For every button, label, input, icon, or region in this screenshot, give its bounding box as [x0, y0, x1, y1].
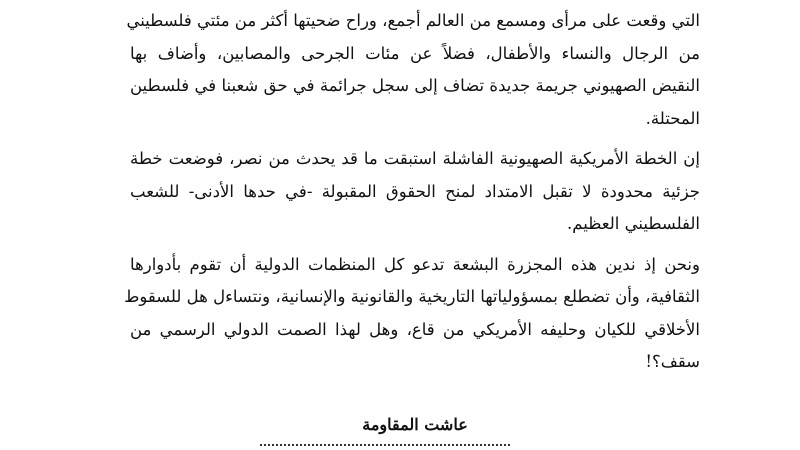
text-line: جزئية محدودة لا تقبل الامتداد لمنح الحقوق المقبولة -في حدها الأدنى- للشعب [130, 181, 700, 201]
text-line: من الرجال والنساء والأطفال، فضلاً عن مئات الجرحى والمصابين، وأضاف بها [130, 43, 700, 63]
paragraph-2 [130, 143, 700, 241]
text-line: التي وقعت على مرأى ومسمع من العالم أجمع، وراح ضحيتها أكثر من مئتي فلسطيني [126, 11, 700, 30]
text-line: الثقافية، وأن تضطلع بمسؤولياتها التاريخية والقانونية والإنسانية، ونتساءل هل للسقوط [124, 287, 700, 306]
paragraph-gap [130, 241, 700, 249]
cropped-text-line [260, 444, 510, 450]
paragraph-gap [130, 135, 700, 143]
text-line: الفلسطيني العظيم. [567, 214, 700, 233]
text-line: ونحن إذ ندين هذه المجزرة البشعة تدعو كل المنظمات الدولية أن تقوم بأدوارها [130, 254, 700, 274]
paragraph-3 [124, 249, 700, 379]
text-line: النقيض الصهيوني جريمة جديدة تضاف إلى سجل جرائمة في حق شعبنا في فلسطين [130, 76, 700, 95]
text-line: الأخلاقي للكيان وحليفه الأمريكي من قاع، وهل لهذا الصمت الدولي الرسمي من [130, 319, 700, 339]
text-line: سقف؟! [645, 352, 700, 371]
text-line: إن الخطة الأمريكية الصهيونية الفاشلة استبقت ما قد يحدث من نصر، فوضعت خطة [130, 149, 700, 168]
closing-slogan: عاشت المقاومة [362, 415, 468, 434]
paragraph-1 [126, 5, 700, 135]
text-line: المحتلة. [645, 108, 700, 128]
document-body [124, 5, 700, 379]
